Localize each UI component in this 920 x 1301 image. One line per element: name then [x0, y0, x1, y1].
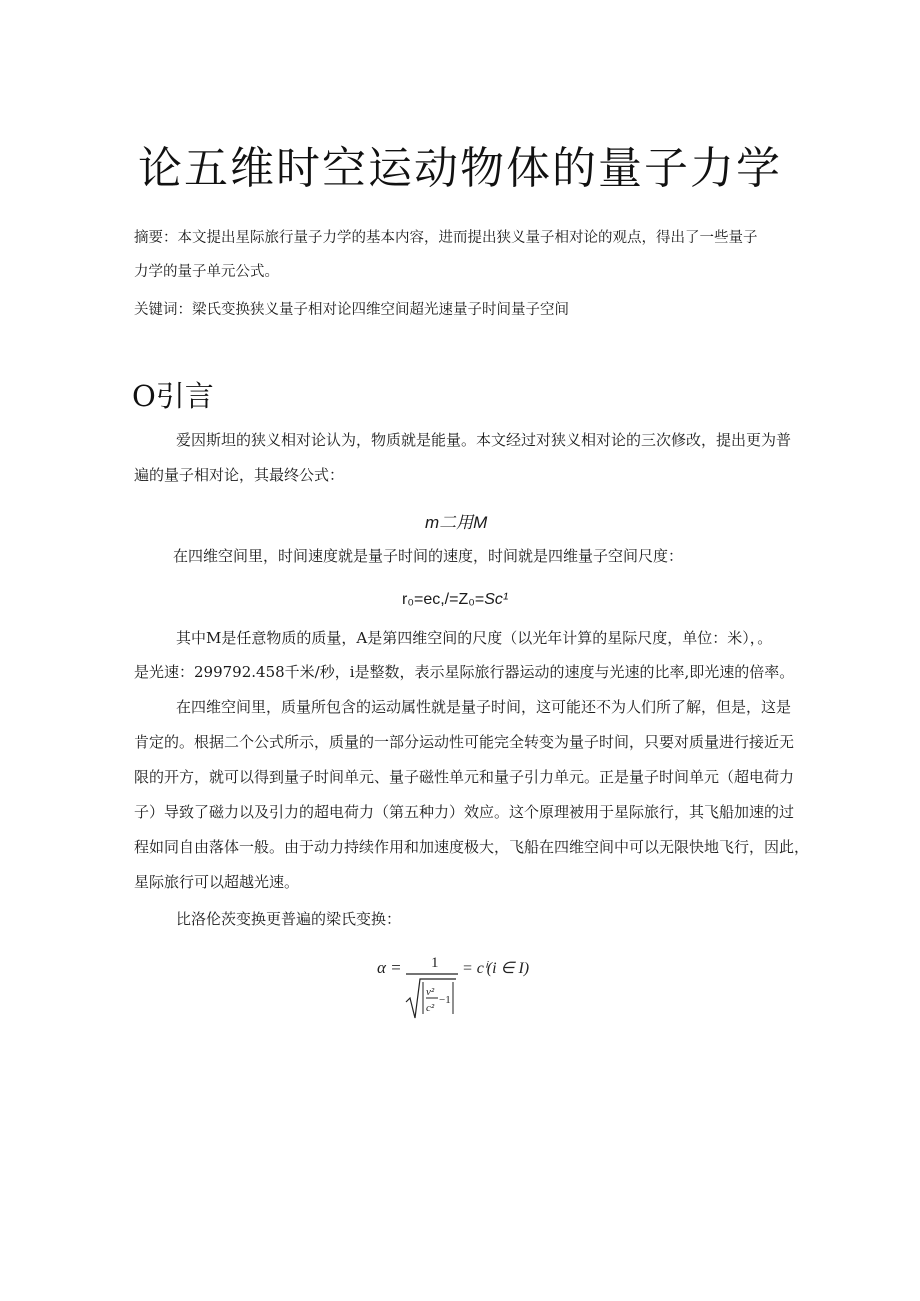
abstract-line-2: 力学的量子单元公式。: [134, 264, 279, 280]
equation-time-scale: [402, 591, 508, 609]
definition-line-1: 其中M是任意物质的质量，A是第四维空间的尺度（以光年计算的星际尺度，单位：米），。: [176, 629, 773, 647]
formula-graphic: [372, 950, 542, 1024]
intro-para-line-2: 遍的量子相对论，其最终公式：: [134, 466, 345, 484]
quantum-time-line-6: 星际旅行可以超越光速。: [134, 873, 300, 891]
quantum-time-line-1: 在四维空间里，质量所包含的运动属性就是量子时间，这可能还不为人们所了解，但是，这是: [176, 698, 792, 716]
equation-time-scale-part-2: Sc¹: [484, 591, 509, 608]
intro-para-line-1: 爱因斯坦的狭义相对论认为，物质就是能量。本文经过对狭义相对论的三次修改，提出更为普: [176, 431, 792, 449]
equation-time-scale-part-1: r₀=ec,/=Z₀=: [402, 591, 485, 608]
liang-transform-formula: [372, 950, 542, 1024]
formula-minus-one: −1: [439, 994, 451, 1006]
definition-line-2: 是光速：299792.458千米/秒，i是整数，表示星际旅行器运动的速度与光速的比率,即光速的倍率。: [134, 663, 795, 681]
keywords: 关键词：梁氏变换狭义量子相对论四维空间超光速量子时间量子空间: [134, 302, 569, 318]
quantum-time-line-3: 限的开方，就可以得到量子时间单元、量子磁性单元和量子引力单元。正是量子时间单元（超电荷力: [134, 768, 795, 786]
quantum-time-line-5: 程如同自由落体一般。由于动力持续作用和加速度极大，飞船在四维空间中可以无限快地飞行，因此，: [134, 838, 810, 856]
section-heading: O引言: [132, 379, 214, 413]
formula-lhs: α =: [377, 958, 402, 977]
formula-v-squared: v²: [426, 986, 435, 998]
paper-title: 论五维时空运动物体的量子力学: [138, 143, 782, 194]
formula-c-squared: c²: [426, 1002, 435, 1014]
formula-numerator: 1: [431, 955, 439, 971]
formula-rhs: = cⁱ(i ∈ I): [462, 960, 530, 977]
time-space-sentence: 在四维空间里，时间速度就是量子时间的速度，时间就是四维量子空间尺度：: [173, 547, 684, 565]
quantum-time-line-2: 肯定的。根据二个公式所示，质量的一部分运动性可能完全转变为量子时间，只要对质量进行接近无: [134, 733, 795, 751]
equation-mass: m二用M: [425, 513, 488, 532]
transform-intro: 比洛伦茨变换更普遍的梁氏变换：: [176, 910, 402, 928]
quantum-time-line-4: 子）导致了磁力以及引力的超电荷力（第五种力）效应。这个原理被用于星际旅行，其飞船加速的过: [134, 803, 795, 821]
abstract-line-1: 摘要：本文提出星际旅行量子力学的基本内容，进而提出狭义量子相对论的观点，得出了一些量子: [134, 230, 758, 246]
